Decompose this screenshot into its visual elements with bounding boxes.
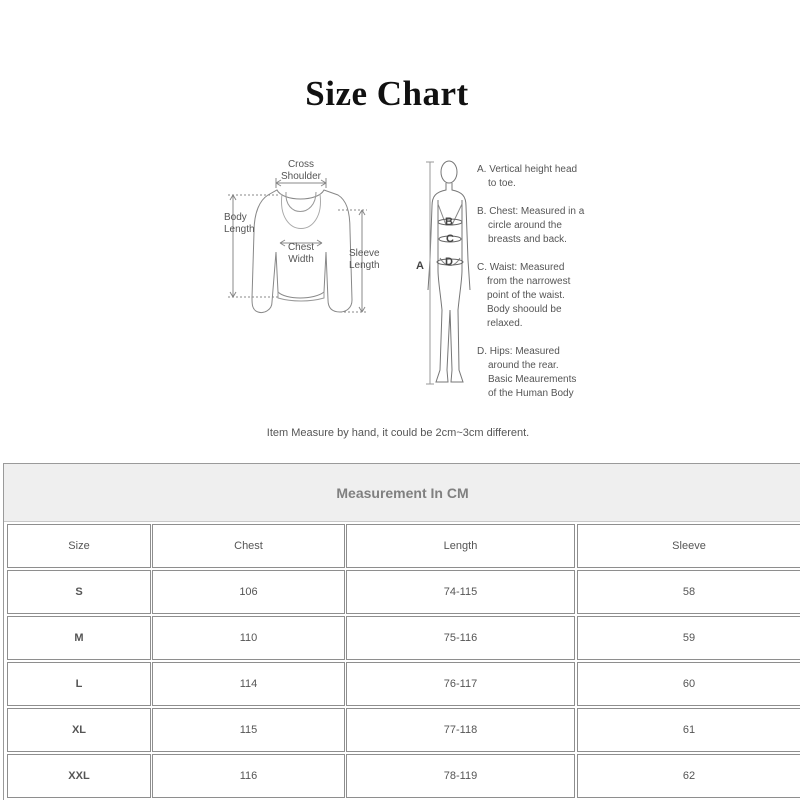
chest-width-label-line-1: Chest [287,242,315,253]
table-cell-size: M [7,616,151,660]
sleeve-length-label-line-2: Length [349,260,380,271]
column-header-chest: Chest [152,524,345,568]
waist-letter-c: C [446,233,454,245]
table-cell-sleeve: 61 [577,708,800,752]
sleeve-length-label-line-1: Sleeve [349,248,380,259]
note-chest-line: B. Chest: Measured in a [477,206,585,217]
column-header-sleeve: Sleeve [577,524,800,568]
table-cell-chest: 106 [152,570,345,614]
table-cell-sleeve: 62 [577,754,800,798]
height-letter-a: A [416,260,424,272]
table-caption: Measurement In CM [4,464,800,522]
table-cell-chest: 116 [152,754,345,798]
body-length-label [224,212,255,236]
table-cell-sleeve: 59 [577,616,800,660]
measurement-notes [477,163,617,415]
table-cell-size: L [7,662,151,706]
note-hips-line: around the rear. [488,360,559,371]
table-cell-chest: 115 [152,708,345,752]
human-body-illustration [426,161,470,384]
chest-width-label-line-2: Width [288,254,314,265]
table-cell-size: XXL [7,754,151,798]
note-hips-line: Basic Meaurements [488,374,577,385]
table-cell-sleeve: 60 [577,662,800,706]
note-hips-line: of the Human Body [488,388,574,399]
note-height-line: to toe. [488,178,516,189]
table-cell-chest: 110 [152,616,345,660]
note-height-line: A. Vertical height head [477,164,578,175]
table-cell-length: 75-116 [346,616,575,660]
chest-letter-b: B [445,216,453,228]
cross-shoulder-label [277,159,325,183]
note-waist-line: relaxed. [487,318,523,329]
note-waist-line: Body shoould be [487,304,562,315]
chest-width-label [282,242,320,266]
measurement-diagram [0,140,800,420]
table-cell-sleeve: 58 [577,570,800,614]
body-length-label-line-1: Body [224,212,247,223]
note-chest-line: circle around the [488,220,562,231]
note-waist-line: C. Waist: Measured [477,262,565,273]
page-title: Size Chart [305,74,469,113]
column-header-length: Length [346,524,575,568]
body-length-label-line-2: Length [224,224,255,235]
note-chest-line: breasts and back. [488,234,567,245]
sleeve-length-label [349,248,380,272]
note-height [477,163,617,191]
table-cell-size: XL [7,708,151,752]
table-cell-chest: 114 [152,662,345,706]
note-waist [477,261,617,331]
hips-letter-d: D [445,256,453,268]
measurement-disclaimer: Item Measure by hand, it could be 2cm~3cm different. [266,427,530,439]
note-chest [477,205,617,247]
table-cell-length: 78-119 [346,754,575,798]
note-hips-line: D. Hips: Measured [477,346,560,357]
column-header-size: Size [7,524,151,568]
note-hips [477,345,617,401]
diagram-illustration [0,140,800,420]
table-cell-length: 76-117 [346,662,575,706]
size-table [3,463,800,800]
note-waist-line: from the narrowest [487,276,571,287]
table-cell-length: 74-115 [346,570,575,614]
cross-shoulder-label-line-1: Cross [287,159,315,170]
note-waist-line: point of the waist. [487,290,565,301]
table-cell-size: S [7,570,151,614]
table-cell-length: 77-118 [346,708,575,752]
cross-shoulder-label-line-2: Shoulder [280,171,322,182]
